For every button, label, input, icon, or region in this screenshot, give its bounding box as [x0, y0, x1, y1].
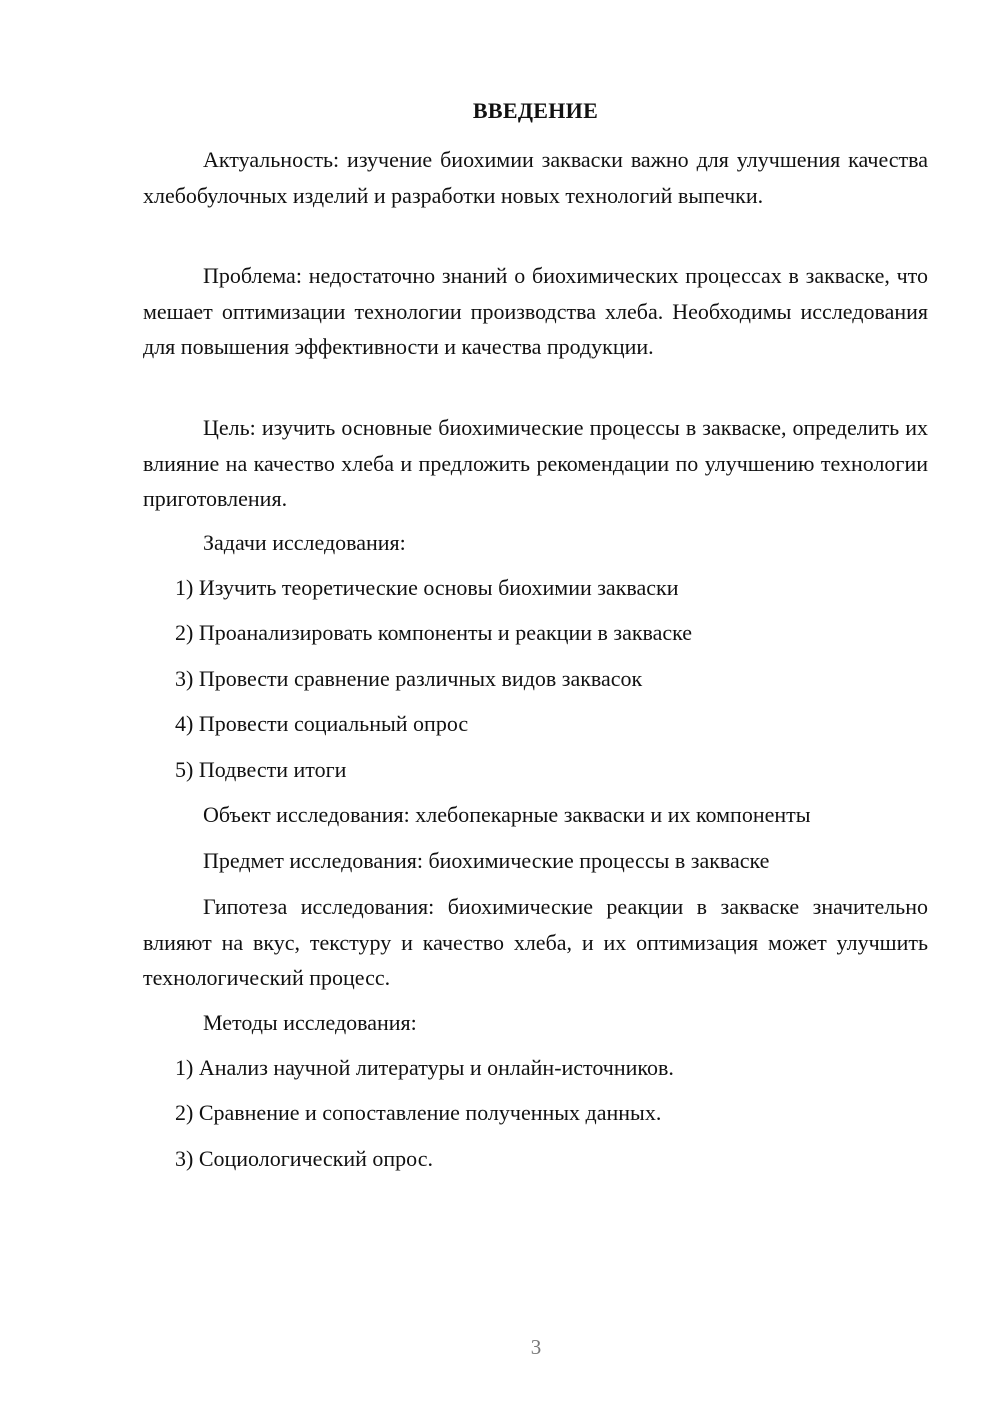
section-title: ВВЕДЕНИЕ	[472, 98, 599, 123]
method-item-3: 3) Социологический опрос.	[175, 1146, 433, 1171]
task-item-5: 5) Подвести итоги	[175, 757, 347, 782]
task-item-3: 3) Провести сравнение различных видов заквасок	[175, 666, 643, 691]
task-item-4: 4) Провести социальный опрос	[175, 711, 469, 736]
method-item-1: 1) Анализ научной литературы и онлайн-источников.	[175, 1055, 674, 1080]
methods-heading: Методы исследования:	[203, 1010, 417, 1035]
subject-line: Предмет исследования: биохимические процессы в закваске	[203, 848, 770, 873]
tasks-heading: Задачи исследования:	[203, 530, 406, 555]
task-item-1: 1) Изучить теоретические основы биохимии закваски	[175, 575, 679, 600]
method-item-2: 2) Сравнение и сопоставление полученных данных.	[175, 1100, 662, 1125]
relevance-paragraph: Актуальность: изучение биохимии закваски важно для улучшения качества хлебобулочных изделий и разработки новых технологий выпечки.	[143, 147, 928, 208]
hypothesis-paragraph: Гипотеза исследования: биохимические реакции в закваске значительно влияют на вкус, текстуру и качество хлеба, и их оптимизация может улучшить технологический процесс.	[143, 894, 928, 990]
object-line: Объект исследования: хлебопекарные закваски и их компоненты	[203, 802, 811, 827]
goal-paragraph: Цель: изучить основные биохимические процессы в закваске, определить их влияние на качество хлеба и предложить рекомендации по улучшению технологии приготовления.	[143, 415, 928, 511]
page-number: 3	[530, 1335, 542, 1359]
problem-paragraph: Проблема: недостаточно знаний о биохимических процессах в закваске, что мешает оптимизации технологии производства хлеба. Необходимы исследования для повышения эффективности и качества продукции.	[143, 263, 928, 359]
task-item-2: 2) Проанализировать компоненты и реакции в закваске	[175, 620, 693, 645]
